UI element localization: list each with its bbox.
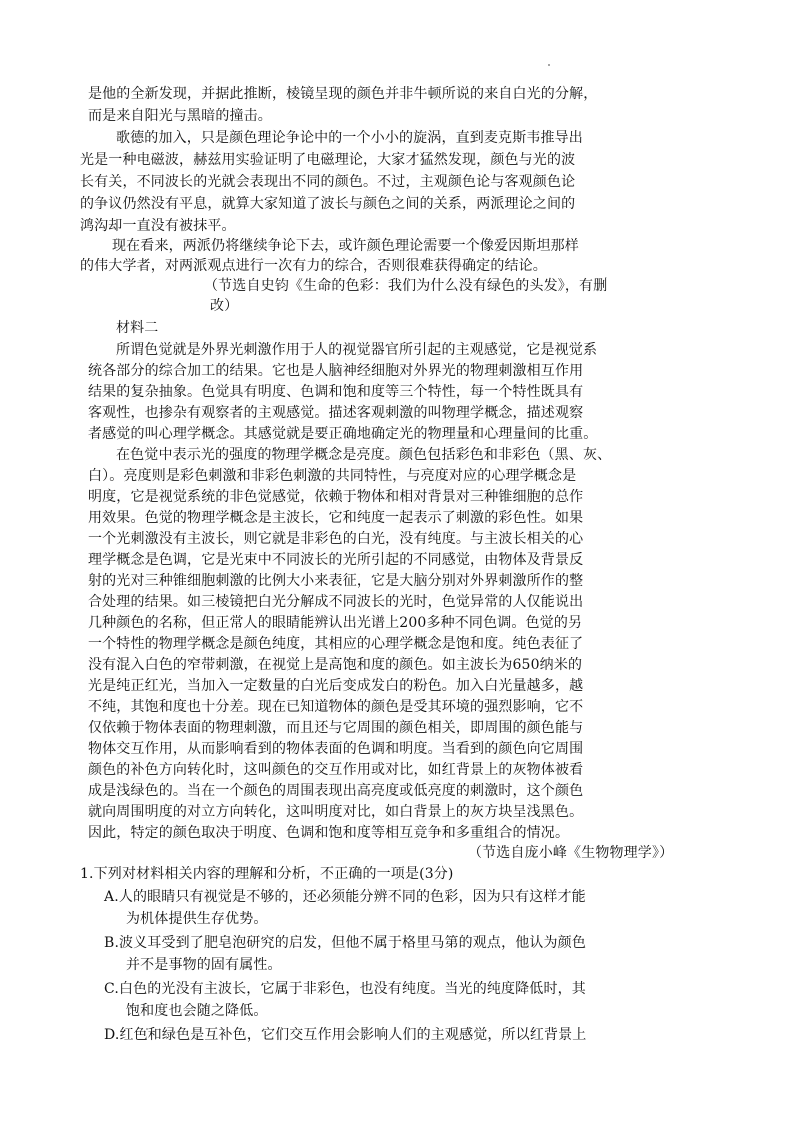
- paragraph-line: 合处理的结果。如三棱镜把白光分解成不同波长的光时，色觉异常的人仅能说出: [88, 594, 584, 610]
- paragraph-line: 颜色的补色方向转化时，这叫颜色的交互作用或对比，如红背景上的灰物体被看: [88, 762, 584, 778]
- paragraph-line: 现在看来，两派仍将继续争论下去，或许颜色理论需要一个像爱因斯坦那样: [112, 238, 579, 254]
- paragraph-line: 一个光刺激没有主波长，则它就是非彩色的白光，没有纯度。与主波长相关的心: [88, 531, 584, 547]
- paragraph-line: 明度，它是视觉系统的非色觉感觉，依赖于物体和相对背景对三种锥细胞的总作: [88, 489, 584, 505]
- paragraph-line: 因此，特定的颜色取决于明度、色调和饱和度等相互竞争和多重组合的情况。: [88, 825, 570, 841]
- citation-line: （节选自史钧《生命的色彩：我们为什么没有绿色的头发》，有删: [204, 278, 608, 294]
- paragraph-line: 几种颜色的名称，但正常人的眼睛能辨认出光谱上200多种不同色调。色觉的另: [88, 615, 583, 631]
- section-heading: 材料二: [116, 320, 159, 336]
- paragraph-line: 仅依赖于物体表面的物理刺激，而且还与它周围的颜色相关，即周围的颜色能与: [88, 720, 584, 736]
- paragraph-line: 长有关，不同波长的光就会表现出不同的颜色。不过，主观颜色论与客观颜色论: [80, 174, 576, 190]
- paragraph-line: 没有混入白色的窄带刺激，在视觉上是高饱和度的颜色。如主波长为650纳米的: [88, 657, 583, 673]
- paragraph-line: 鸿沟却一直没有被抹平。: [80, 218, 236, 234]
- option-d: D.红色和绿色是互补色，它们交互作用会影响人们的主观感觉，所以红背景上: [104, 1027, 587, 1043]
- paragraph-line: 光是纯正红光，当加入一定数量的白光后变成发白的粉色。加入白光量越多，越: [88, 678, 584, 694]
- paragraph-line: 结果的复杂抽象。色觉具有明度、色调和饱和度等三个特性，每一个特性既具有: [88, 384, 584, 400]
- paragraph-line: 所谓色觉就是外界光刺激作用于人的视觉器官所引起的主观感觉，它是视觉系: [116, 342, 598, 358]
- citation-line: （节选自庞小峰《生物物理学》）: [468, 845, 674, 861]
- paragraph-line: 是他的全新发现，并据此推断，棱镜呈现的颜色并非牛顿所说的来自白光的分解，: [88, 86, 598, 102]
- paragraph-line: 一个特性的物理学概念是颜色纯度，其相应的心理学概念是饱和度。纯色表征了: [88, 636, 584, 652]
- paragraph-line: 的争议仍然没有平息，就算大家知道了波长与颜色之间的关系，两派理论之间的: [80, 196, 576, 212]
- paragraph-line: 不纯，其饱和度也十分差。现在已知道物体的颜色是受其环境的强烈影响，它不: [88, 699, 584, 715]
- paragraph-line: 歌德的加入，只是颜色理论争论中的一个小小的旋涡，直到麦克斯韦推导出: [116, 130, 583, 146]
- paragraph-line: 者感觉的叫心理学概念。其感觉就是要正确地确定光的物理量和心理量间的比重。: [88, 426, 598, 442]
- paragraph-line: 成是浅绿色的。当在一个颜色的周围表现出高亮度或低亮度的刺激时，这个颜色: [88, 783, 584, 799]
- paragraph-line: 而是来自阳光与黑暗的撞击。: [88, 108, 272, 124]
- option-b-continued: 并不是事物的固有属性。: [126, 957, 282, 973]
- option-c: C.白色的光没有主波长，它属于非彩色，也没有纯度。当光的纯度降低时，其: [104, 981, 586, 997]
- paragraph-line: 白）。亮度则是彩色刺激和非彩色刺激的共同特性，与亮度对应的心理学概念是: [88, 468, 577, 484]
- option-a: A.人的眼睛只有视觉是不够的，还必须能分辨不同的色彩，因为只有这样才能: [104, 889, 586, 905]
- paragraph-line: 物体交互作用，从而影响看到的物体表面的色调和明度。当看到的颜色向它周围: [88, 741, 584, 757]
- option-b: B.波义耳受到了肥皂泡研究的启发，但他不属于格里马第的观点，他认为颜色: [104, 935, 586, 951]
- paragraph-line: 统各部分的综合加工的结果。它也是人脑神经细胞对外界光的物理刺激相互作用: [88, 363, 584, 379]
- paragraph-line: 用效果。色觉的物理学概念是主波长，它和纯度一起表示了刺激的彩色性。如果: [88, 510, 584, 526]
- question-stem: 1.下列对材料相关内容的理解和分析，不正确的一项是(3分): [80, 866, 454, 882]
- scan-speck: [548, 64, 550, 66]
- paragraph-line: 理学概念是色调，它是光束中不同波长的光所引起的不同感觉，由物体及背景反: [88, 552, 584, 568]
- paragraph-line: 客观性，也掺杂有观察者的主观感觉。描述客观刺激的叫物理学概念，描述观察: [88, 405, 584, 421]
- option-c-continued: 饱和度也会随之降低。: [126, 1003, 268, 1019]
- citation-line: 改）: [210, 298, 239, 314]
- option-a-continued: 为机体提供生存优势。: [126, 911, 268, 927]
- paragraph-line: 的伟大学者，对两派观点进行一次有力的综合，否则很难获得确定的结论。: [80, 258, 547, 274]
- paragraph-line: 射的光对三种锥细胞刺激的比例大小来表征，它是大脑分别对外界刺激所作的整: [88, 573, 584, 589]
- paragraph-line: 光是一种电磁波，赫兹用实验证明了电磁理论，大家才猛然发现，颜色与光的波: [80, 152, 576, 168]
- paragraph-line: 就向周围明度的对立方向转化，这叫明度对比，如白背景上的灰方块呈浅黑色。: [88, 804, 584, 820]
- paragraph-line: 在色觉中表示光的强度的物理学概念是亮度。颜色包括彩色和非彩色（黑、灰、: [116, 447, 612, 463]
